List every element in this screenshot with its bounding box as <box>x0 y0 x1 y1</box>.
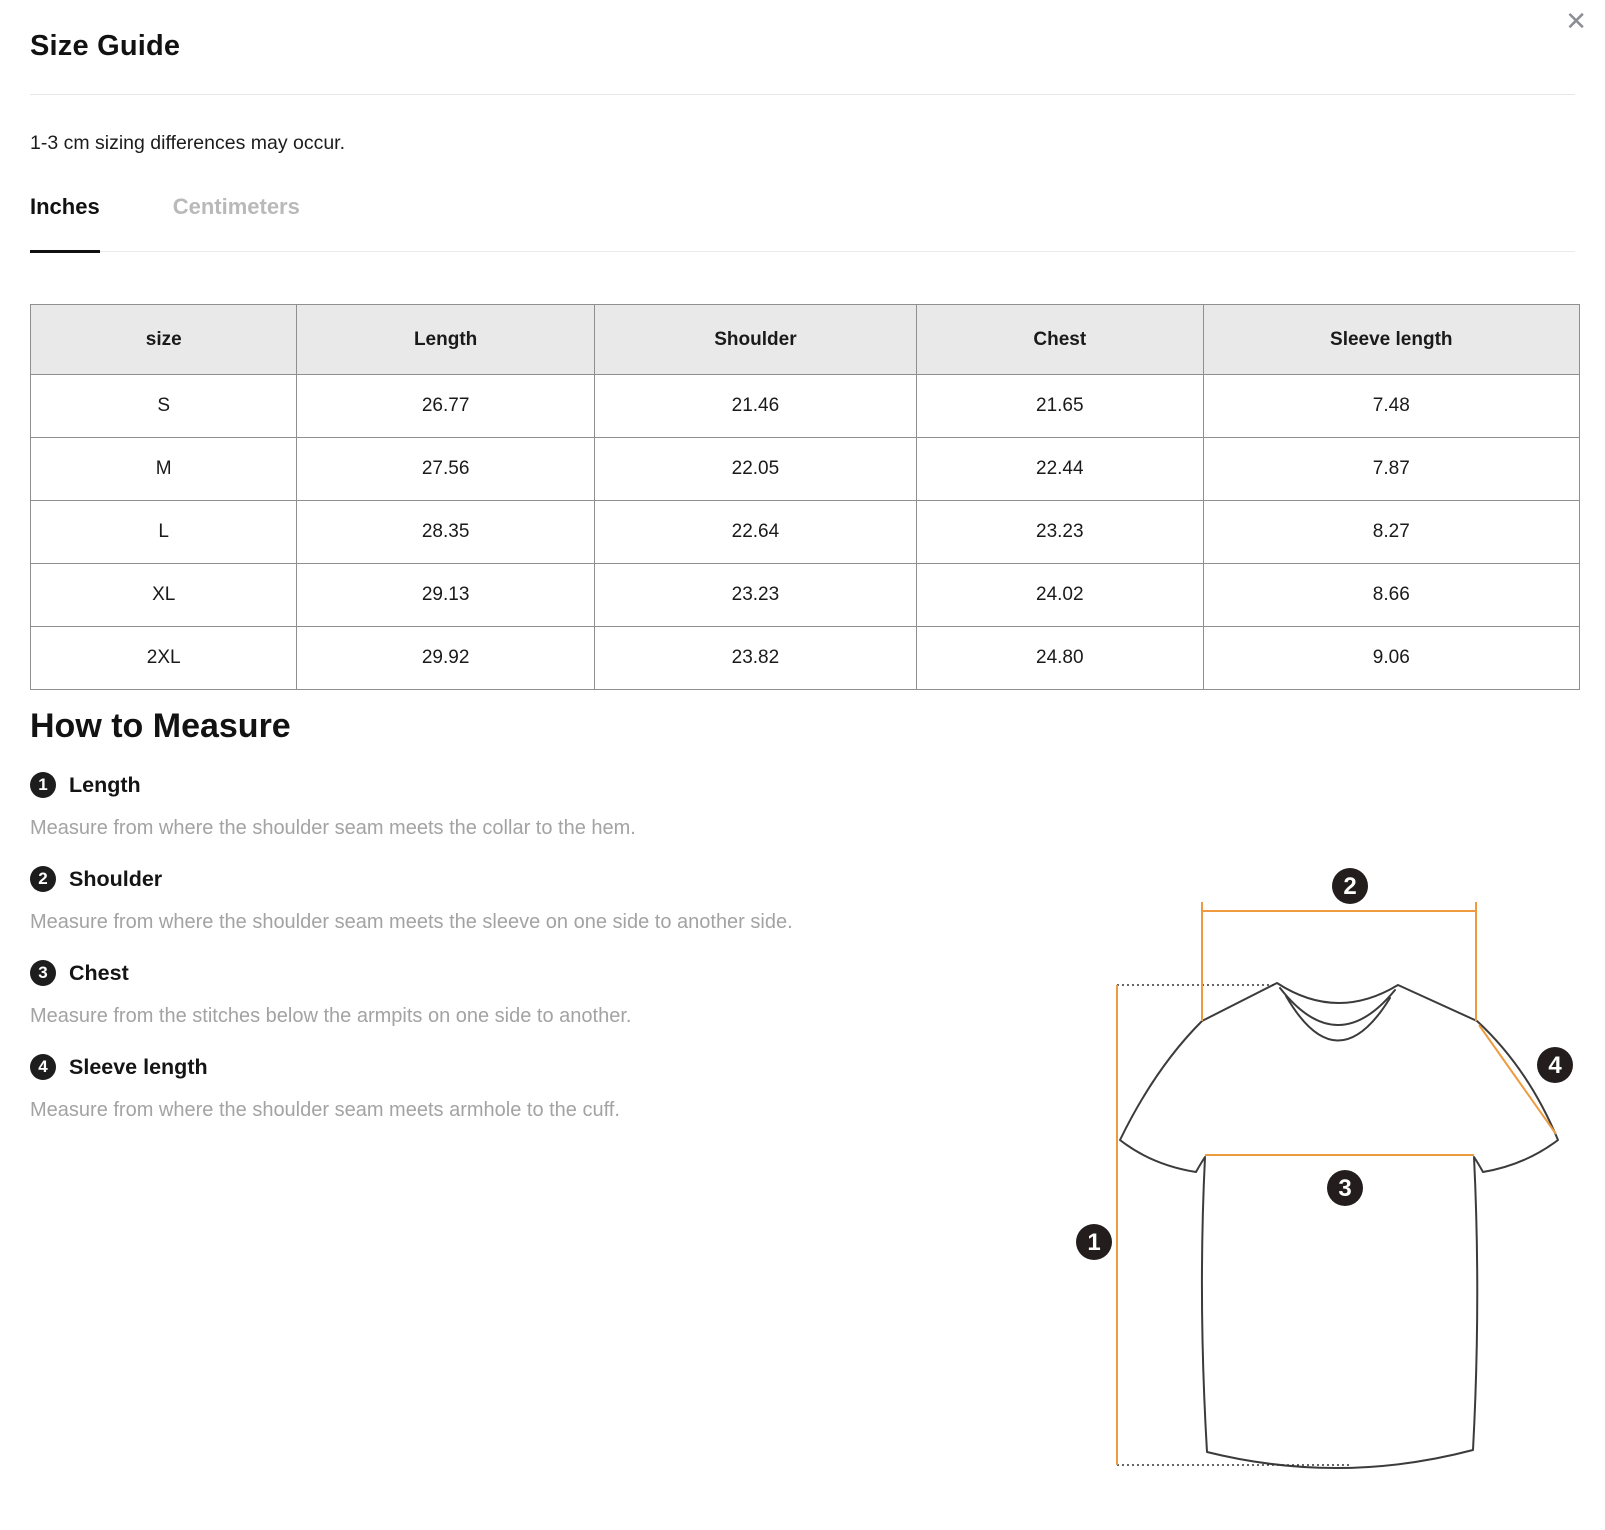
table-cell: 2XL <box>31 627 297 690</box>
table-cell: 22.64 <box>594 501 916 564</box>
header-divider <box>30 94 1575 95</box>
table-row <box>31 564 1580 627</box>
measure-item-label: Shoulder <box>69 866 163 891</box>
table-row <box>31 501 1580 564</box>
table-cell: 24.02 <box>917 564 1204 627</box>
table-cell: XL <box>31 564 297 627</box>
diagram-badge-2-num: 2 <box>1343 873 1357 900</box>
badge-4-icon: 4 <box>30 1054 56 1080</box>
table-cell: 9.06 <box>1203 627 1579 690</box>
table-header-row <box>31 305 1580 375</box>
table-cell: 7.87 <box>1203 438 1579 501</box>
diagram-badge-4-num: 4 <box>1548 1052 1562 1079</box>
measure-item-label: Sleeve length <box>69 1054 208 1079</box>
measure-item-label: Length <box>69 772 141 797</box>
col-header-size: size <box>31 305 297 375</box>
diagram-badge-3-num: 3 <box>1338 1175 1352 1202</box>
table-cell: 28.35 <box>297 501 594 564</box>
table-cell: L <box>31 501 297 564</box>
measure-item-length <box>30 772 1030 798</box>
table-row <box>31 627 1580 690</box>
measure-item-description: Measure from where the shoulder seam meets the collar to the hem. <box>30 817 636 839</box>
table-cell: S <box>31 375 297 438</box>
table-cell: M <box>31 438 297 501</box>
measure-list <box>30 772 1030 1122</box>
tab-inches[interactable]: Inches <box>30 194 100 251</box>
tab-centimeters[interactable]: Centimeters <box>173 194 300 251</box>
table-cell: 21.65 <box>917 375 1204 438</box>
table-row <box>31 438 1580 501</box>
sizing-note: 1-3 cm sizing differences may occur. <box>30 132 346 154</box>
close-icon[interactable]: ✕ <box>1561 4 1591 38</box>
table-cell: 8.66 <box>1203 564 1579 627</box>
table-cell: 24.80 <box>917 627 1204 690</box>
measure-item-description: Measure from where the shoulder seam meets the sleeve on one side to another side. <box>30 911 793 933</box>
table-cell: 21.46 <box>594 375 916 438</box>
unit-tabs <box>30 194 1575 252</box>
diagram-badge-1-num: 1 <box>1087 1229 1101 1256</box>
table-cell: 22.44 <box>917 438 1204 501</box>
table-row <box>31 375 1580 438</box>
table-cell: 27.56 <box>297 438 594 501</box>
badge-1-icon: 1 <box>30 772 56 798</box>
measure-item-description: Measure from the stitches below the armpits on one side to another. <box>30 1005 632 1027</box>
how-to-measure-title: How to Measure <box>30 707 291 745</box>
table-cell: 23.23 <box>917 501 1204 564</box>
table-cell: 26.77 <box>297 375 594 438</box>
col-header-sleeve-length: Sleeve length <box>1203 305 1579 375</box>
badge-3-icon: 3 <box>30 960 56 986</box>
table-cell: 23.82 <box>594 627 916 690</box>
measure-item-chest <box>30 960 1030 986</box>
table-cell: 29.92 <box>297 627 594 690</box>
col-header-length: Length <box>297 305 594 375</box>
table-cell: 22.05 <box>594 438 916 501</box>
measure-item-label: Chest <box>69 960 129 985</box>
tshirt-measure-diagram <box>1060 848 1580 1490</box>
measure-item-sleeve-length <box>30 1054 1030 1080</box>
page-title: Size Guide <box>30 30 181 62</box>
table-cell: 29.13 <box>297 564 594 627</box>
table-cell: 8.27 <box>1203 501 1579 564</box>
size-table <box>30 304 1580 690</box>
measure-item-shoulder <box>30 866 1030 892</box>
table-cell: 7.48 <box>1203 375 1579 438</box>
col-header-chest: Chest <box>917 305 1204 375</box>
tshirt-outline <box>1120 983 1558 1468</box>
table-cell: 23.23 <box>594 564 916 627</box>
col-header-shoulder: Shoulder <box>594 305 916 375</box>
measure-item-description: Measure from where the shoulder seam meets armhole to the cuff. <box>30 1099 620 1121</box>
badge-2-icon: 2 <box>30 866 56 892</box>
